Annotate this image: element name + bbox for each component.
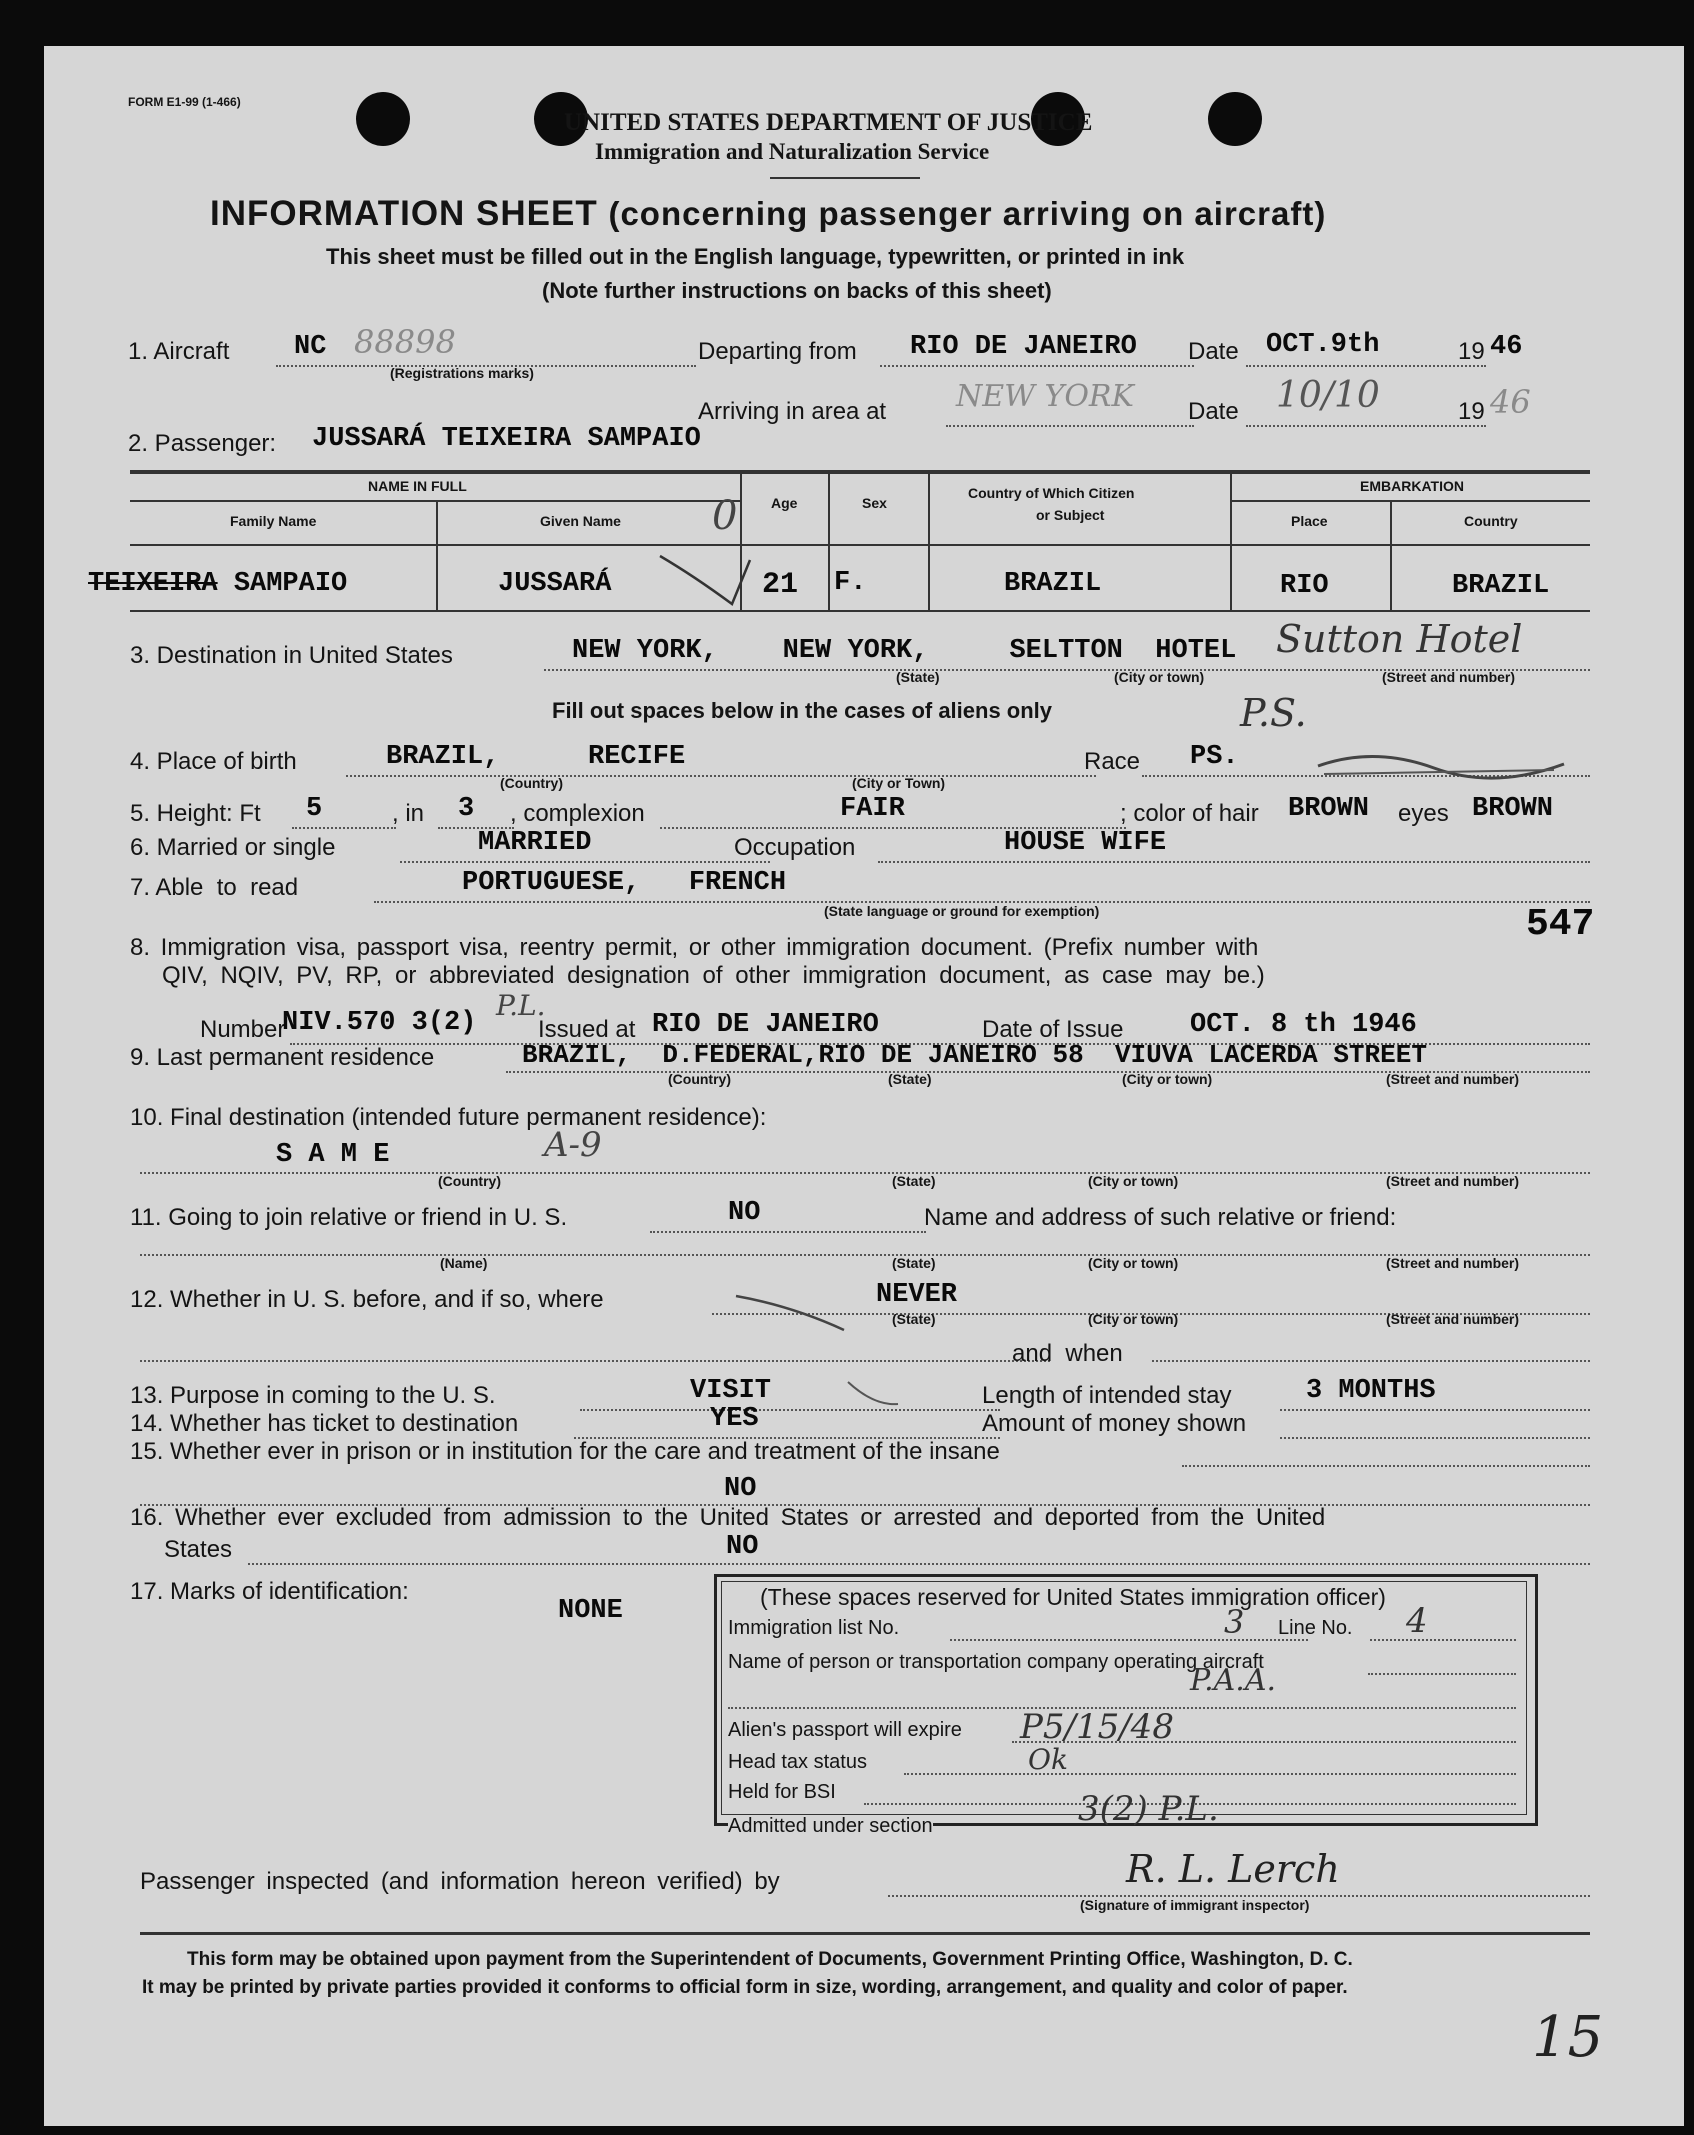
residence-country-caption: (Country)	[668, 1071, 731, 1087]
immigration-list-line	[950, 1639, 1308, 1641]
date-line	[1246, 365, 1486, 367]
passport-expire-value: P5/15/48	[1020, 1707, 1174, 1747]
race-scribble	[1314, 736, 1574, 786]
join-relative-value: NO	[728, 1198, 761, 1228]
previous-city-caption: (City or town)	[1088, 1311, 1179, 1327]
given-name-header: Given Name	[540, 513, 621, 529]
arriving-value: NEW YORK	[956, 379, 1134, 414]
occupation-label: Occupation	[734, 834, 856, 861]
issued-at-label: Issued at	[538, 1016, 636, 1043]
footer-rule	[140, 1932, 1590, 1935]
issue-date-label: Date of Issue	[982, 1016, 1124, 1043]
birthplace-label: 4. Place of birth	[130, 748, 297, 775]
birthplace-line	[346, 775, 1096, 777]
identification-value: NONE	[558, 1596, 623, 1626]
head-tax-label: Head tax status	[728, 1751, 867, 1773]
q8-line-2: QIV, NQIV, PV, RP, or abbreviated designation of other immigration document, as case may be.)	[162, 962, 1265, 989]
title-main: INFORMATION SHEET	[210, 194, 598, 233]
marital-value: MARRIED	[478, 828, 592, 858]
birth-country: BRAZIL,	[386, 742, 500, 772]
footer-line-1: This form may be obtained upon payment from the Superintendent of Documents, Government Printing Office, Washington, D. C.	[187, 1949, 1353, 1970]
punch-hole	[1208, 92, 1262, 146]
excluded-value: NO	[726, 1532, 759, 1562]
embark-country-cell: BRAZIL	[1452, 571, 1550, 601]
table-divider	[1230, 470, 1232, 610]
aircraft-value: NC	[294, 332, 327, 362]
prison-value: NO	[724, 1474, 757, 1504]
inspector-signature: R. L. Lerch	[1126, 1847, 1340, 1891]
arrival-date-value: 10/10	[1276, 375, 1380, 416]
departing-value: RIO DE JANEIRO	[910, 332, 1137, 362]
prison-line	[1182, 1465, 1590, 1467]
hair-value: BROWN	[1288, 794, 1370, 824]
prison-label: 15. Whether ever in prison or in institution for the care and treatment of the insane	[130, 1438, 1000, 1465]
read-caption: (State language or ground for exemption)	[824, 903, 1100, 919]
residence-city-caption: (City or town)	[1122, 1071, 1213, 1087]
table-bottom	[130, 610, 1590, 612]
destination-state-caption: (State)	[896, 669, 940, 685]
arrival-date-label: Date	[1188, 398, 1239, 425]
q8-line-1: 8. Immigration visa, passport visa, reentry permit, or other immigration document. (Prefix number with	[130, 934, 1259, 961]
page-title	[210, 196, 1326, 231]
complexion-label: , complexion	[510, 800, 645, 827]
destination-handwritten: Sutton Hotel	[1276, 617, 1523, 661]
immigration-list-value: 3	[1224, 1603, 1245, 1641]
embark-place-cell: RIO	[1280, 571, 1329, 601]
residence-value: BRAZIL, D.FEDERAL,RIO DE JANEIRO 58 VIUVA LACERDA STREET	[522, 1040, 1427, 1070]
stay-label: Length of intended stay	[982, 1382, 1232, 1409]
read-label: 7. Able to read	[130, 874, 299, 901]
check-mark-stroke	[654, 546, 754, 616]
issue-date-value: OCT. 8 th 1946	[1190, 1010, 1417, 1040]
service-title: Immigration and Naturalization Service	[595, 139, 990, 164]
and-when-label: and when	[1012, 1340, 1123, 1367]
signature-caption: (Signature of immigrant inspector)	[1080, 1897, 1310, 1913]
relative-address-line	[140, 1254, 1590, 1256]
admitted-section-label: Admitted under section	[728, 1815, 933, 1837]
race-handwritten: P.S.	[1240, 691, 1307, 735]
officer-box-title: (These spaces reserved for United States immigration officer)	[760, 1584, 1386, 1610]
table-divider	[436, 500, 438, 610]
join-relative-label: 11. Going to join relative or friend in U. S.	[130, 1204, 568, 1231]
race-label: Race	[1084, 748, 1141, 775]
when-line-right	[1152, 1360, 1590, 1362]
head-tax-value: Ok	[1028, 1743, 1068, 1776]
visa-number-label: Number	[200, 1016, 286, 1043]
eyes-label: eyes	[1398, 800, 1449, 827]
passenger-value: JUSSARÁ TEIXEIRA SAMPAIO	[312, 424, 701, 454]
identification-label: 17. Marks of identification:	[130, 1578, 409, 1605]
final-street-caption: (Street and number)	[1386, 1173, 1520, 1189]
visa-number-value: NIV.570 3(2)	[282, 1008, 477, 1038]
purpose-stroke	[844, 1376, 904, 1416]
table-top-rule	[130, 470, 1590, 474]
family-name-struck: TEIXEIRA	[88, 569, 218, 599]
operator-value: P.A.A.	[1190, 1663, 1277, 1698]
relative-city-caption: (City or town)	[1088, 1255, 1179, 1271]
excluded-line-2: States	[164, 1536, 233, 1563]
birth-city: RECIFE	[588, 742, 686, 772]
instruction-line-2: (Note further instructions on backs of this sheet)	[542, 278, 1052, 303]
date-label: Date	[1188, 338, 1239, 365]
aliens-only-note: Fill out spaces below in the cases of aliens only	[552, 698, 1053, 723]
family-name-header: Family Name	[230, 513, 317, 529]
line-number-line	[1370, 1639, 1516, 1641]
embarkation-header: EMBARKATION	[1360, 478, 1464, 494]
stay-value: 3 MONTHS	[1306, 1376, 1436, 1406]
passenger-label: 2. Passenger:	[128, 430, 277, 457]
eyes-value: BROWN	[1472, 794, 1554, 824]
race-value: PS.	[1190, 742, 1239, 772]
relative-name-caption: (Name)	[440, 1255, 488, 1271]
year-value: 46	[1490, 332, 1523, 362]
residence-label: 9. Last permanent residence	[130, 1044, 435, 1071]
occupation-value: HOUSE WIFE	[1004, 828, 1167, 858]
read-value: PORTUGUESE, FRENCH	[462, 868, 787, 898]
form-number: FORM E1-99 (1-466)	[128, 95, 241, 109]
ticket-label: 14. Whether has ticket to destination	[130, 1410, 519, 1437]
final-state-caption: (State)	[892, 1173, 936, 1189]
name-in-full-header: NAME IN FULL	[368, 478, 467, 494]
height-ft: 5	[306, 794, 323, 824]
side-number: 547	[1526, 903, 1595, 946]
previous-visit-value: NEVER	[876, 1280, 958, 1310]
table-divider	[928, 470, 930, 610]
inspected-label: Passenger inspected (and information hereon verified) by	[140, 1868, 780, 1895]
money-line	[1280, 1437, 1590, 1439]
visa-number-handwritten: P.L.	[496, 989, 546, 1022]
excluded-line-1: 16. Whether ever excluded from admission to the United States or arrested and deported from the United	[130, 1504, 1326, 1531]
arriving-line	[946, 425, 1194, 427]
final-city-caption: (City or town)	[1088, 1173, 1179, 1189]
height-in-label: , in	[392, 800, 425, 827]
aircraft-label: 1. Aircraft	[128, 338, 230, 365]
excluded-line	[248, 1563, 1590, 1565]
registration-caption: (Registrations marks)	[390, 365, 534, 381]
height-ft-line	[292, 827, 396, 829]
issued-at-value: RIO DE JANEIRO	[652, 1010, 879, 1040]
occupation-line	[878, 861, 1590, 863]
purpose-line	[580, 1409, 1000, 1411]
line-number-value: 4	[1406, 1601, 1428, 1641]
money-label: Amount of money shown	[982, 1410, 1247, 1437]
birth-country-caption: (Country)	[500, 775, 563, 791]
height-in: 3	[458, 794, 475, 824]
purpose-label: 13. Purpose in coming to the U. S.	[130, 1382, 496, 1409]
form-sheet	[44, 46, 1684, 2126]
final-country-caption: (Country)	[438, 1173, 501, 1189]
aircraft-handwritten: 88898	[354, 323, 456, 361]
when-line-left	[140, 1360, 1050, 1362]
place-header: Place	[1291, 513, 1328, 529]
date-value: OCT.9th	[1266, 330, 1380, 360]
destination-city-caption: (City or town)	[1114, 669, 1205, 685]
admitted-section-value: 3(2) P.L.	[1078, 1789, 1219, 1829]
header-rule	[770, 177, 920, 179]
previous-visit-label: 12. Whether in U. S. before, and if so, where	[130, 1286, 604, 1313]
or-subject-header: or Subject	[1036, 507, 1105, 523]
hair-label: ; color of hair	[1120, 800, 1259, 827]
departing-line	[880, 365, 1194, 367]
previous-visit-stroke	[732, 1286, 852, 1346]
immigration-list-label: Immigration list No.	[728, 1617, 900, 1639]
arriving-label: Arriving in area at	[698, 398, 887, 425]
operator-label: Name of person or transportation company operating aircraft	[728, 1651, 1264, 1673]
arrival-year-prefix: 19	[1458, 398, 1485, 425]
age-header: Age	[771, 495, 798, 511]
birth-city-caption: (City or Town)	[852, 775, 946, 791]
sex-header: Sex	[862, 495, 887, 511]
marital-label: 6. Married or single	[130, 834, 336, 861]
age-cell: 21	[762, 568, 799, 602]
destination-label: 3. Destination in United States	[130, 642, 453, 669]
year-prefix: 19	[1458, 338, 1485, 365]
height-label: 5. Height: Ft	[130, 800, 261, 827]
final-destination-label: 10. Final destination (intended future permanent residence):	[130, 1104, 767, 1131]
head-tax-line	[904, 1773, 1516, 1775]
department-title: UNITED STATES DEPARTMENT OF JUSTICE	[564, 109, 1093, 136]
purpose-value: VISIT	[690, 1376, 772, 1406]
arrival-year-value: 46	[1490, 383, 1531, 421]
relative-name-label: Name and address of such relative or friend:	[924, 1204, 1397, 1231]
stay-line	[1280, 1409, 1590, 1411]
given-name-mark: 0	[712, 493, 738, 539]
passport-expire-label: Alien's passport will expire	[728, 1719, 962, 1741]
given-name-cell: JUSSARÁ	[498, 569, 612, 599]
previous-street-caption: (Street and number)	[1386, 1311, 1520, 1327]
table-header-rule	[130, 500, 740, 502]
table-header-bottom	[130, 544, 1590, 546]
held-bsi-label: Held for BSI	[728, 1781, 836, 1803]
country-header: Country	[1464, 513, 1518, 529]
sex-cell: F.	[834, 568, 867, 598]
footer-line-2: It may be printed by private parties provided it conforms to official form in size, wording, arrangement, and quality and color of paper.	[142, 1977, 1348, 1998]
table-divider	[1390, 500, 1392, 610]
destination-street-caption: (Street and number)	[1382, 669, 1516, 685]
marital-line	[400, 861, 770, 863]
join-relative-line	[650, 1231, 926, 1233]
page-number: 15	[1532, 2005, 1604, 2070]
citizen-cell: BRAZIL	[1004, 569, 1102, 599]
ticket-value: YES	[710, 1404, 759, 1434]
title-suffix: (concerning passenger arriving on aircraft)	[608, 195, 1327, 232]
relative-street-caption: (Street and number)	[1386, 1255, 1520, 1271]
complexion-value: FAIR	[840, 794, 905, 824]
destination-value: NEW YORK, NEW YORK, SELTTON HOTEL	[572, 636, 1237, 666]
final-destination-line	[140, 1172, 1590, 1174]
relative-state-caption: (State)	[892, 1255, 936, 1271]
residence-state-caption: (State)	[888, 1071, 932, 1087]
family-name-value: SAMPAIO	[233, 569, 348, 599]
departing-label: Departing from	[698, 338, 857, 365]
table-header-rule	[1230, 500, 1590, 502]
line-number-label: Line No.	[1278, 1617, 1353, 1639]
punch-hole	[356, 92, 410, 146]
arrival-date-line	[1246, 425, 1486, 427]
table-divider	[828, 470, 830, 610]
final-destination-handwritten: A-9	[544, 1125, 602, 1165]
country-citizen-header: Country of Which Citizen	[968, 485, 1135, 501]
previous-state-caption: (State)	[892, 1311, 936, 1327]
operator-line	[1368, 1673, 1516, 1675]
final-destination-value: S A M E	[276, 1140, 390, 1170]
family-name-cell	[88, 571, 347, 598]
instruction-line-1: This sheet must be filled out in the English language, typewritten, or printed in ink	[326, 244, 1185, 269]
residence-street-caption: (Street and number)	[1386, 1071, 1520, 1087]
